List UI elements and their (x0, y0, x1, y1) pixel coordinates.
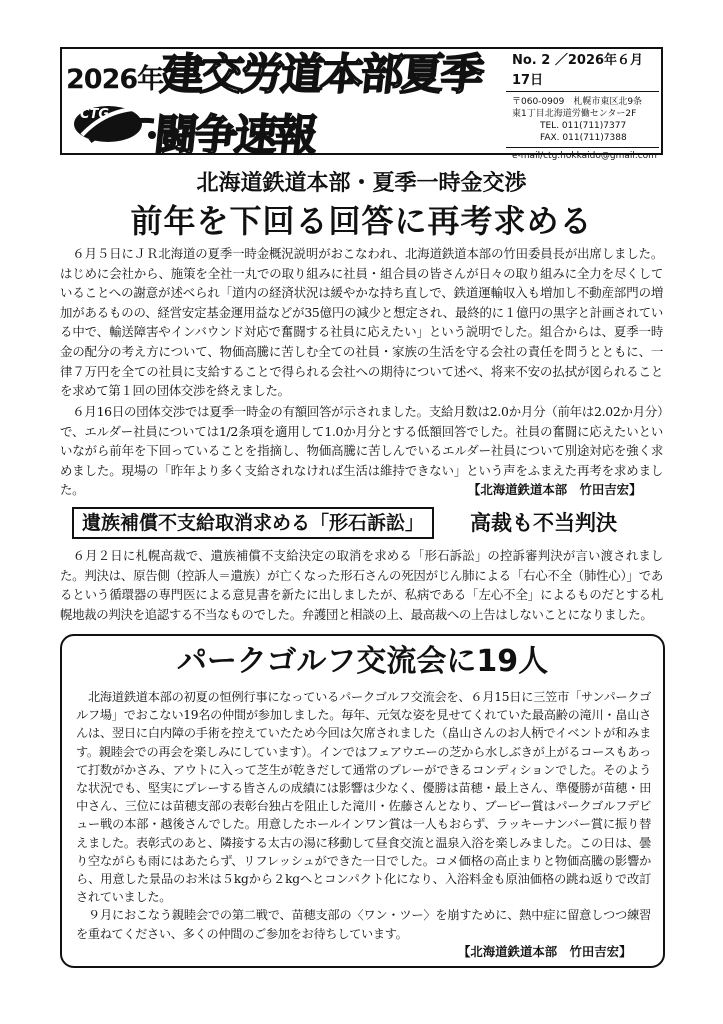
article3-signature: 【北海道鉄道本部 竹田吉宏】 (458, 944, 632, 959)
article1-paragraph-1: ６月５日にＪＲ北海道の夏季一時金概況説明がおこなわれ、北海道鉄道本部の竹田委員長が出席しました。はじめに会社から、施策を全社一丸での取り組みに社員・組合員の皆さんが日々の取り組みに全力を尽くしていることへの謝意が述べられ「道内の経済状況は緩やかな持ち直しで、鉄道運輸収入も増加し不動産部門の増加があるものの、経営安定基金運用益などが35億円の減少と想定され、最終的に１億円の黒字と計画されている中で、輸送障害やインバウンド対応で奮闘する社員に応えたい」という説明でした。組合からは、夏季一時金の配分の考え方について、物価高騰に苦しむ全ての社員・家族の生活を守る会社の責任を問うとともに、一律７万円を全ての社員に支給することで得られる会社への期待について述べ、将来不安の払拭が図られることを求めて第１回の団体交渉を終えました。 (60, 246, 663, 399)
issue-number-date: No. 2 ／2026年６月17日 (506, 51, 659, 92)
article3-paragraph-1: 北海道鉄道本部の初夏の恒例行事になっているパークゴルフ交流会を、６月15日に三笠市「サンパークゴルフ場」でおこない19名の仲間が参加しました。毎年、元気な姿を見せてくれていた最高齢の滝川・畠山さんは、翌日に白内障の手術を控えていたため今回は欠席されました（畠山さんのお人柄でイベントが和みます。親睦会での再会を楽しみにしています）。インではフェアウエーの芝から水しぶきが上がるコースもあって打数がかさみ、アウトに入って芝生が乾きだして通常のプレーができるコンディションでした。そのような状況でも、堅実にプレーする皆さんの成績には影響は少なく、優勝は苗穂・最上さん、準優勝が苗穂・田中さん、三位には苗穂支部の表彰台独占を阻止した滝川・佐藤さんとなり、ブービー賞はパークゴルフデビュー戦の本部・越後さんでした。用意したホールインワン賞は一人もおらず、ラッキーナンバー賞に振り替えました。表彰式のあと、隣接する太古の湯に移動して昼食交流と温泉入浴を楽しみました。この日は、曇り空ながらも雨にはあたらず、リフレッシュができた一日でした。コメ価格の高止まりと物価高騰の影響から、用意した景品のお米は５kgから２kgへとコンパクト化になり、入浴料金も原油価格の跳ね返りで改訂されていました。 (76, 690, 651, 905)
article2-headline-right: 高裁も不当判決 (470, 511, 617, 535)
article3-headline: パークゴルフ交流会に19人 (176, 644, 549, 679)
article2-paragraph: ６月２日に札幌高裁で、遺族補償不支給決定の取消を求める「形石訴訟」の控訴審判決が言い渡されました。判決は、原告側（控訴人＝遺族）が亡くなった形石さんの死因がじん肺による「右心不全（肺性心）」であるという循環器の専門医による意見書を新たに出しましたが、私病である「左心不全」によるものだとする札幌地裁の判決を追認する不当なものでした。弁護団と相談の上、最高裁への上告はしないことになりました。 (60, 548, 663, 622)
ctg-logo-text: CTG (80, 107, 110, 122)
article1-subheading: 北海道鉄道本部・夏季一時金交渉 (196, 171, 527, 196)
address-line-1: 〒060-0909 札幌市東区北9条 (512, 97, 643, 107)
article2-headline-boxed: 遺族補償不支給取消求める「形石訴訟」 (72, 507, 434, 539)
newsletter-title: 建交労道本部夏季闘争速報 (151, 50, 484, 161)
address-line-2: 東1丁目北海道労働センター2F (512, 109, 637, 119)
email-link[interactable]: e-mail/ctg.hokkaido@gmail.com (506, 147, 659, 162)
article3-body (76, 688, 651, 943)
ctg-logo-icon (70, 95, 158, 149)
article1-headline: 前年を下回る回答に再考求める (130, 202, 593, 240)
masthead (60, 47, 663, 161)
article3-paragraph-2: ９月におこなう親睦会での第二戦で、苗穂支部の〈ワン・ツー〉を崩すために、熱中症に留意しつつ練習を重ねてください、多くの仲間のご参加をお待ちしています。 (76, 908, 651, 941)
article1-paragraph-2: ６月16日の団体交渉では夏季一時金の有額回答が示されました。支給月数は2.0か月分（前年は2.02か月分）で、エルダー社員については1/2条項を適用して1.0か月分とする低額回答でした。社員の奮闘に応えたいといいながら前年を下回っていることを指摘し、物価高騰に苦しんでいるエルダー社員について別途対応を強く求めました。現場の「昨年より多く支給されなければ生活は維持できない」という声をふまえた再考を求めました。 (60, 404, 663, 498)
masthead-year: 2026年 (66, 64, 164, 95)
issue-info-box (506, 51, 659, 161)
article1-signature: 【北海道鉄道本部 竹田吉宏】 (468, 482, 642, 497)
fax: FAX. 011(711)7388 (540, 133, 627, 143)
telephone: TEL. 011(711)7377 (540, 121, 627, 131)
